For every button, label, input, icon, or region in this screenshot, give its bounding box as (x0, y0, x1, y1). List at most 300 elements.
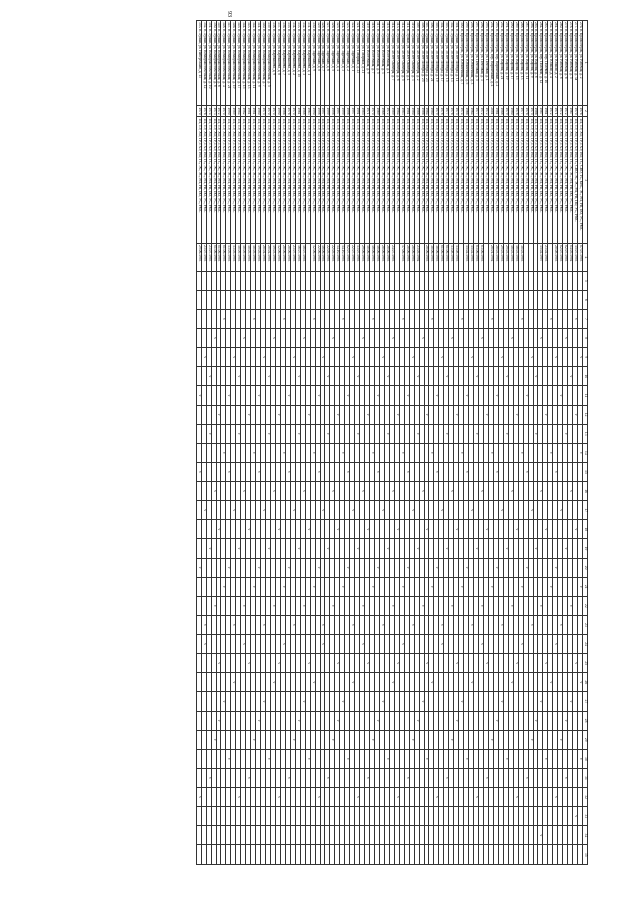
mark-cell (439, 558, 444, 577)
mark-cell (389, 577, 394, 596)
mark-cell (538, 711, 543, 730)
mark-cell (280, 673, 285, 692)
mark-cell (449, 520, 454, 539)
mark-cell (424, 730, 429, 749)
mark-cell (196, 520, 201, 539)
mark-cell (320, 424, 325, 443)
mark-cell (454, 615, 459, 634)
mark-cell (350, 558, 355, 577)
mark-cell (399, 596, 404, 615)
mark-cell (271, 807, 276, 826)
mark-cell (513, 386, 518, 405)
mark-cell (375, 577, 380, 596)
mark-cell (469, 482, 474, 501)
mark-cell (360, 386, 365, 405)
mark-cell (444, 711, 449, 730)
mark-cell (350, 711, 355, 730)
mark-cell (275, 673, 280, 692)
header-cell: 20 (583, 558, 588, 577)
mark-cell (350, 386, 355, 405)
mark-cell (379, 807, 384, 826)
mark-cell (459, 520, 464, 539)
mark-cell (528, 482, 533, 501)
mark-cell (360, 654, 365, 673)
mark-cell (439, 520, 444, 539)
mark-cell (325, 807, 330, 826)
mark-cell (563, 673, 568, 692)
mark-cell (379, 654, 384, 673)
mark-cell (488, 596, 493, 615)
mark-cell (246, 271, 251, 290)
mark-cell (479, 711, 484, 730)
mark-cell (330, 367, 335, 386)
mark-cell (221, 596, 226, 615)
mark-cell (573, 826, 578, 845)
mark-cell (310, 290, 315, 309)
mark-cell (340, 329, 345, 348)
mark-cell (464, 309, 469, 328)
mark-cell (454, 845, 459, 865)
mark-cell (543, 271, 548, 290)
header-cell: 23 (583, 615, 588, 634)
mark-cell (483, 826, 488, 845)
mark-cell: v (469, 615, 474, 634)
mark-cell (375, 615, 380, 634)
mark-cell (246, 807, 251, 826)
mark-cell (513, 577, 518, 596)
mark-cell (429, 826, 434, 845)
mark-cell (533, 309, 538, 328)
mark-cell (518, 520, 523, 539)
mark-cell (256, 635, 261, 654)
mark-cell (320, 711, 325, 730)
mark-cell (295, 807, 300, 826)
mark-cell (236, 386, 241, 405)
mark-cell: v (573, 654, 578, 673)
mark-cell (335, 539, 340, 558)
mark-cell (300, 309, 305, 328)
mark-cell (315, 290, 320, 309)
mark-cell (394, 845, 399, 865)
mark-cell (201, 730, 206, 749)
mark-cell: v (563, 424, 568, 443)
mark-cell: v (206, 424, 211, 443)
mark-cell (315, 405, 320, 424)
mark-cell (419, 577, 424, 596)
mark-cell (508, 520, 513, 539)
mark-cell (548, 788, 553, 807)
mark-cell (345, 405, 350, 424)
mark-cell: v (375, 558, 380, 577)
mark-cell (340, 845, 345, 865)
mark-cell: v (568, 367, 573, 386)
mark-cell (201, 577, 206, 596)
mark-cell (488, 329, 493, 348)
mark-cell (216, 348, 221, 367)
mark-cell (553, 845, 558, 865)
mark-cell (449, 462, 454, 481)
mark-cell (256, 730, 261, 749)
mark-cell (251, 558, 256, 577)
mark-cell (330, 845, 335, 865)
mark-cell (568, 749, 573, 768)
mark-cell (206, 462, 211, 481)
mark-cell (449, 367, 454, 386)
systems-cell: ТП, ТЭ, ХО, ГР, ГХЭ, ВО, ГС, ЭС, ЭС, РП, РВ, ПО, УС, РМС (459, 117, 464, 244)
mark-cell (503, 673, 508, 692)
mark-cell (528, 329, 533, 348)
mark-cell: v (355, 539, 360, 558)
mark-cell (201, 711, 206, 730)
mark-cell (523, 424, 528, 443)
mark-cell (221, 539, 226, 558)
mark-cell (300, 826, 305, 845)
mark-cell (355, 749, 360, 768)
mark-cell (548, 654, 553, 673)
mark-cell (241, 654, 246, 673)
mark-cell (295, 768, 300, 787)
address-cell: 282. п. Краснозерск, ул. Южная, д. 4 (548, 21, 553, 106)
table-row (310, 21, 315, 865)
mark-cell (543, 348, 548, 367)
systems-cell: ТП, ТЭ, ХО, ГР, ГХЭ, ВО, ГС, ЭС, ЭС, РП, РВ, ПО, УС, РМС (429, 117, 434, 244)
mark-cell (404, 443, 409, 462)
mark-cell (553, 386, 558, 405)
address-cell: 300. п. Краснозерск, ул. Юбилейная, д. 7 (459, 21, 464, 106)
mark-cell (251, 788, 256, 807)
mark-cell: v (211, 329, 216, 348)
address-cell: 283. п. Краснозерск, пер. Полевой, д. 10 (543, 21, 548, 106)
mark-cell (261, 749, 266, 768)
mark-cell (305, 539, 310, 558)
mark-cell (285, 615, 290, 634)
mark-cell (300, 367, 305, 386)
mark-cell (211, 692, 216, 711)
mark-cell (573, 424, 578, 443)
year-cell: 1970 (266, 105, 271, 117)
mark-cell (568, 386, 573, 405)
mark-cell (414, 386, 419, 405)
address-cell: 299. п. Краснозерск, ул. Юбилейная, д. 5 (464, 21, 469, 106)
address-cell: 332. п. Лужки, ул. Карбышева, д. 3 (300, 21, 305, 106)
mark-cell (241, 692, 246, 711)
mark-cell (434, 271, 439, 290)
mark-cell (404, 309, 409, 328)
mark-cell (523, 539, 528, 558)
address-cell: 326. п. Лужки, ул. Заречная, д. 5 (330, 21, 335, 106)
mark-cell (399, 367, 404, 386)
mark-cell (568, 290, 573, 309)
table-row (573, 21, 578, 865)
mark-cell (196, 290, 201, 309)
mark-cell (474, 768, 479, 787)
address-cell: 304. п. Лужки, ул. 30 лет Победы, д. 17 (439, 21, 444, 106)
mark-cell (201, 673, 206, 692)
mark-cell: v (350, 673, 355, 692)
mark-cell: v (295, 539, 300, 558)
mark-cell (295, 673, 300, 692)
mark-cell (310, 788, 315, 807)
mark-cell (226, 788, 231, 807)
mark-cell (330, 271, 335, 290)
mark-cell (285, 577, 290, 596)
mark-cell (533, 329, 538, 348)
mark-cell (261, 367, 266, 386)
mark-cell (256, 654, 261, 673)
mark-cell (226, 692, 231, 711)
mark-cell (503, 348, 508, 367)
mark-cell (543, 558, 548, 577)
mark-cell (518, 596, 523, 615)
mark-cell: v (424, 749, 429, 768)
mark-cell (350, 520, 355, 539)
mark-cell (533, 558, 538, 577)
mark-cell: v (295, 711, 300, 730)
mark-cell: v (429, 443, 434, 462)
mark-cell (563, 749, 568, 768)
mark-cell: v (295, 424, 300, 443)
mark-cell (419, 367, 424, 386)
date-cell: 01.06.1993 (444, 244, 449, 272)
mark-cell (256, 271, 261, 290)
mark-cell (399, 348, 404, 367)
mark-cell (221, 788, 226, 807)
mark-cell (300, 577, 305, 596)
mark-cell: v (266, 424, 271, 443)
mark-cell (533, 673, 538, 692)
mark-cell (464, 826, 469, 845)
mark-cell (538, 386, 543, 405)
mark-cell (548, 520, 553, 539)
mark-cell (350, 768, 355, 787)
mark-cell (261, 730, 266, 749)
mark-cell (290, 711, 295, 730)
mark-cell (216, 845, 221, 865)
mark-cell (295, 635, 300, 654)
mark-cell (365, 501, 370, 520)
mark-cell (488, 290, 493, 309)
mark-cell (518, 290, 523, 309)
mark-cell (459, 539, 464, 558)
mark-cell (528, 711, 533, 730)
mark-cell (231, 520, 236, 539)
mark-cell: v (379, 692, 384, 711)
date-cell: 23.05.1994 (414, 244, 419, 272)
date-cell: 03.06.1993 (479, 244, 484, 272)
mark-cell (236, 826, 241, 845)
mark-cell (389, 826, 394, 845)
mark-cell (251, 826, 256, 845)
table-row (320, 21, 325, 865)
mark-cell (419, 558, 424, 577)
mark-cell (429, 482, 434, 501)
mark-cell (340, 424, 345, 443)
mark-cell (320, 845, 325, 865)
mark-cell (384, 329, 389, 348)
mark-cell (538, 673, 543, 692)
mark-cell (285, 520, 290, 539)
mark-cell (518, 558, 523, 577)
mark-cell (444, 462, 449, 481)
mark-cell (305, 788, 310, 807)
mark-cell: v (523, 558, 528, 577)
mark-cell: v (345, 558, 350, 577)
mark-cell (375, 501, 380, 520)
mark-cell (310, 749, 315, 768)
mark-cell (375, 309, 380, 328)
systems-cell: ТП, ТЭ, ХО, ГР, ГХЭ, ВО, ГС, ЭС, ЭС, РП, РВ, ПО, УС, РМС (320, 117, 325, 244)
mark-cell (201, 271, 206, 290)
mark-cell: v (285, 558, 290, 577)
mark-cell (483, 807, 488, 826)
mark-cell (211, 443, 216, 462)
mark-cell (365, 329, 370, 348)
mark-cell (251, 405, 256, 424)
mark-cell (216, 730, 221, 749)
mark-cell (419, 405, 424, 424)
mark-cell (399, 845, 404, 865)
mark-cell (513, 329, 518, 348)
mark-cell: v (533, 539, 538, 558)
mark-cell (275, 635, 280, 654)
mark-cell (211, 558, 216, 577)
mark-cell (310, 558, 315, 577)
mark-cell (211, 711, 216, 730)
mark-cell (201, 826, 206, 845)
mark-cell: v (568, 482, 573, 501)
mark-cell (503, 788, 508, 807)
mark-cell (206, 520, 211, 539)
mark-cell: v (503, 749, 508, 768)
mark-cell (578, 711, 583, 730)
mark-cell (280, 462, 285, 481)
mark-cell (330, 558, 335, 577)
mark-cell (558, 654, 563, 673)
mark-cell: v (493, 386, 498, 405)
header-cell: 1 (583, 21, 588, 106)
address-cell: 342. п. Лужки, ул. Коммунистическая, д. 11 (251, 21, 256, 106)
address-cell: 331. п. Лужки, ул. Карбышева, д. 1 (305, 21, 310, 106)
address-cell: 328. п. Лужки, ул. Заречная, д. 7 (320, 21, 325, 106)
mark-cell (241, 309, 246, 328)
mark-cell (424, 577, 429, 596)
mark-cell (365, 807, 370, 826)
mark-cell (563, 692, 568, 711)
mark-cell: v (483, 654, 488, 673)
mark-cell: v (449, 596, 454, 615)
mark-cell (379, 577, 384, 596)
table-row (508, 21, 513, 865)
mark-cell (300, 462, 305, 481)
mark-cell (399, 386, 404, 405)
mark-cell (251, 635, 256, 654)
mark-cell (434, 329, 439, 348)
mark-cell (365, 290, 370, 309)
systems-cell: ТП, ТЭ, ХО, ГР, ГХЭ, ВО, ГС, ЭС, ЭС, РП, РВ, ПО, УС, РМС (399, 117, 404, 244)
year-cell: 1961 (295, 105, 300, 117)
mark-cell (419, 768, 424, 787)
mark-cell (384, 501, 389, 520)
mark-cell (479, 673, 484, 692)
mark-cell (414, 462, 419, 481)
mark-cell: v (271, 482, 276, 501)
mark-cell (578, 826, 583, 845)
mark-cell (261, 788, 266, 807)
mark-cell (375, 692, 380, 711)
mark-cell (345, 367, 350, 386)
mark-cell: v (409, 615, 414, 634)
mark-cell: v (439, 348, 444, 367)
mark-cell (251, 596, 256, 615)
mark-cell (196, 615, 201, 634)
mark-cell (578, 788, 583, 807)
date-cell: 20.06.1993 (285, 244, 290, 272)
mark-cell (261, 386, 266, 405)
address-cell: 307. п. Лужки, ул. 30 лет Победы, д. 23 (424, 21, 429, 106)
mark-cell (459, 788, 464, 807)
mark-cell (370, 501, 375, 520)
mark-cell (216, 615, 221, 634)
mark-cell: v (266, 367, 271, 386)
mark-cell (325, 309, 330, 328)
systems-cell: ТП, ТЭ, ХО, ГР, ГХЭ, ВО, ГС, СВО, ЭС, ЭС, РП, РВ, ПО, УС, РМС (573, 117, 578, 244)
mark-cell (479, 501, 484, 520)
systems-cell: ТП, ТЭ, ХО, ГР, ГХЭ, ВО, ГС, ЭС, ЭС, РП, РВ, ПО, УС, РМС (454, 117, 459, 244)
mark-cell (573, 367, 578, 386)
address-cell: 289. п. Краснозерск, ул. Кирова, д. 15 (513, 21, 518, 106)
mark-cell (399, 615, 404, 634)
mark-cell (305, 577, 310, 596)
mark-cell (231, 654, 236, 673)
mark-cell (216, 290, 221, 309)
mark-cell (389, 768, 394, 787)
mark-cell (483, 635, 488, 654)
mark-cell (498, 768, 503, 787)
address-cell: 311. п. Лужки, ул. 40 лет Октября, д. 4 (404, 21, 409, 106)
mark-cell (444, 730, 449, 749)
mark-cell (389, 845, 394, 865)
mark-cell (573, 501, 578, 520)
header-cell: 24 (583, 635, 588, 654)
mark-cell (231, 462, 236, 481)
systems-cell: ТП, ТЭ, ХО, ГР, ГХЭ, ВО, ГС, ЭС, ЭС, РП, РВ, ПО, УС, РМС (290, 117, 295, 244)
mark-cell (414, 558, 419, 577)
date-cell: 20.06.1993 (384, 244, 389, 272)
mark-cell: v (300, 329, 305, 348)
mark-cell (305, 367, 310, 386)
mark-cell (280, 271, 285, 290)
mark-cell (558, 482, 563, 501)
mark-cell (483, 749, 488, 768)
mark-cell (469, 558, 474, 577)
year-cell: 1972 (216, 105, 221, 117)
mark-cell: v (434, 462, 439, 481)
mark-cell (290, 826, 295, 845)
mark-cell (325, 443, 330, 462)
mark-cell (226, 635, 231, 654)
mark-cell (280, 482, 285, 501)
mark-cell (568, 826, 573, 845)
mark-cell (568, 348, 573, 367)
mark-cell (488, 711, 493, 730)
mark-cell (379, 596, 384, 615)
header-cell: 12 (583, 405, 588, 424)
mark-cell (196, 845, 201, 865)
mark-cell (449, 673, 454, 692)
mark-cell (335, 501, 340, 520)
mark-cell (479, 558, 484, 577)
mark-cell (409, 539, 414, 558)
